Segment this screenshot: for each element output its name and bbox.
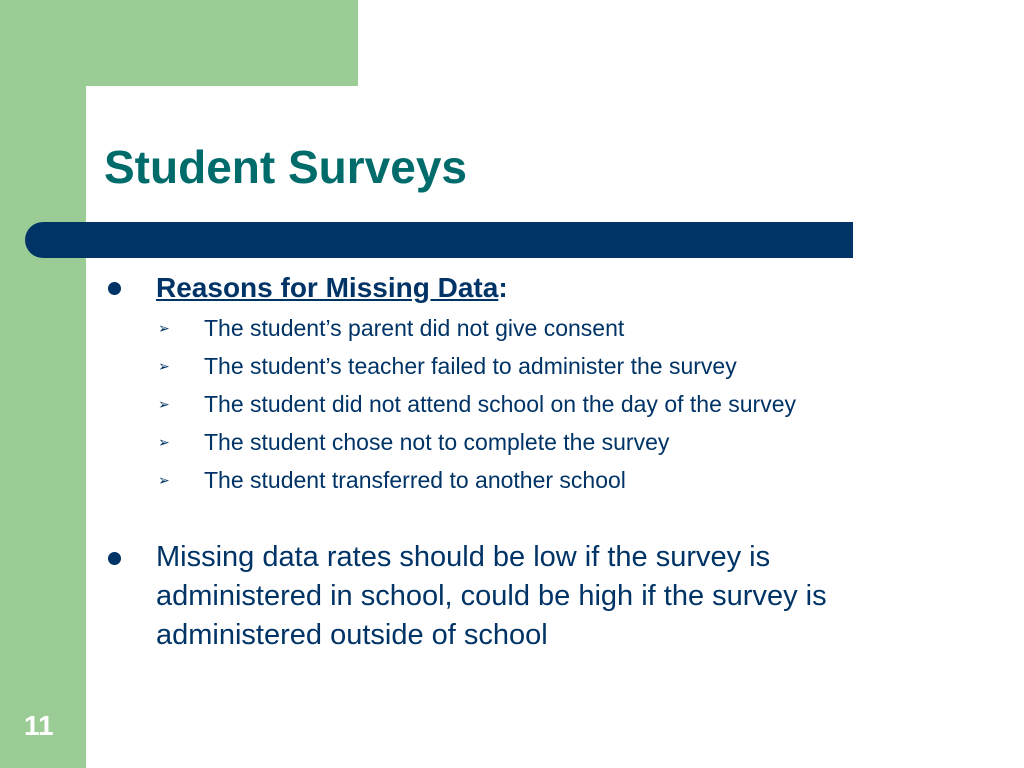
sub-bullet-text: The student did not attend school on the day of the survey [204,391,797,417]
arrowhead-icon: ➢ [158,472,170,488]
green-top-band [0,0,358,86]
sub-bullet-item [158,426,796,464]
arrowhead-icon: ➢ [158,320,170,336]
bullet-heading [156,270,508,306]
bullet-text: Missing data rates should be low if the survey is administered in school, could be high if the survey is administered outside of school [156,541,827,651]
arrowhead-icon: ➢ [158,396,170,412]
title-underline-bar [25,222,853,258]
bullet-dot-icon [108,282,121,295]
sub-bullet-text: The student’s teacher failed to administer the survey [204,353,737,379]
green-side-band [0,0,86,768]
arrowhead-icon: ➢ [158,358,170,374]
bullet-dot-icon [108,552,121,565]
sub-bullet-list [158,312,796,502]
bullet-heading-colon: : [498,272,508,303]
page-number: 11 [24,710,54,741]
sub-bullet-text: The student’s parent did not give consent [204,315,625,341]
arrowhead-icon: ➢ [158,434,170,450]
slide-title: Student Surveys [104,141,467,193]
sub-bullet-item [158,350,796,388]
sub-bullet-item [158,312,796,350]
sub-bullet-item [158,464,796,502]
sub-bullet-item [158,388,796,426]
bullet-heading-text: Reasons for Missing Data [156,272,499,303]
sub-bullet-text: The student transferred to another school [204,467,626,493]
sub-bullet-text: The student chose not to complete the survey [204,429,670,455]
